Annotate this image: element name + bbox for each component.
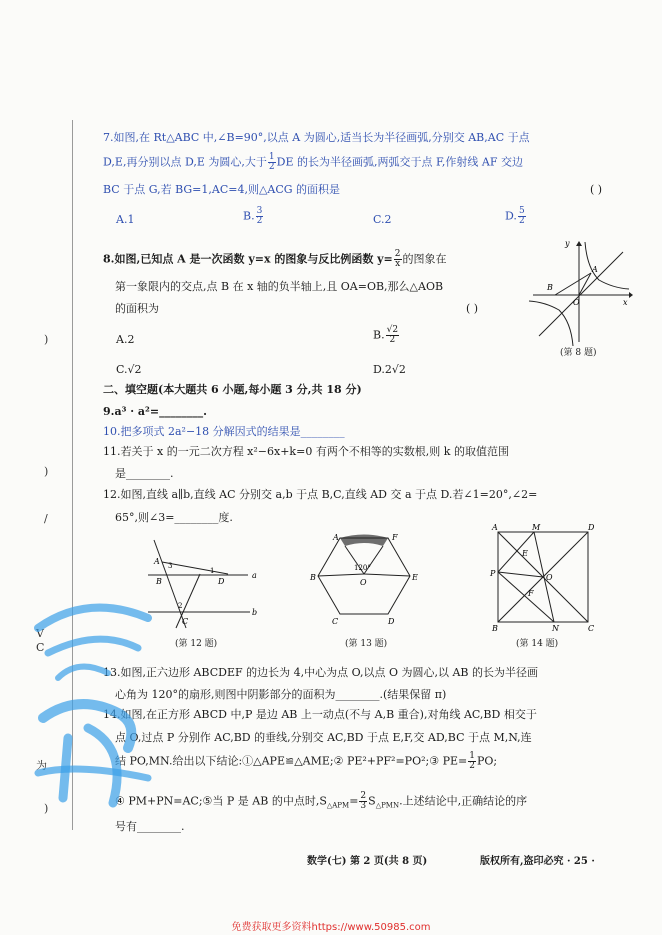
q8-line3: 的面积为 [115, 302, 159, 315]
margin-mark: 为 [36, 759, 47, 772]
q7-option-d: D. $\frac{5}{2}$ [505, 206, 525, 226]
q9: 9.a³ · a²=________. [103, 405, 207, 418]
margin-mark: ) [44, 465, 49, 478]
q14-line1: 14.如图,在正方形 ABCD 中,P 是边 AB 上一动点(不与 A,B 重合),对角线 AC,BD 相交于 [103, 708, 537, 721]
q14-fig-label-f: F [528, 589, 534, 598]
margin-mark: / [44, 512, 48, 525]
q13-fig-label-f: F [392, 533, 398, 542]
q8-fig-label-a: A [592, 265, 598, 274]
q14-line3: 结 PO,MN.给出以下结论:①△APE≌△AME;② PE²+PF²=PO²;③ PE= $\frac{1}{2}$ PO; [115, 751, 498, 771]
q7-line3: BC 于点 G,若 BG=1,AC=4,则△ACG 的面积是 [103, 183, 341, 196]
q7-option-b: B. $\frac{3}{2}$ [243, 206, 263, 226]
q14-fig-label-e: E [522, 549, 528, 558]
q14-figure [488, 524, 598, 632]
q13-fig-label-angle: 120° [354, 564, 371, 572]
watermark-calligraphy [18, 598, 168, 818]
q12-fig-label-3: 3 [168, 562, 173, 570]
q8-caption: (第 8 题) [560, 348, 597, 358]
q8-option-d: D.2√2 [373, 363, 406, 376]
q13-fig-label-b: B [310, 573, 316, 582]
q10: 10.把多项式 2a²−18 分解因式的结果是________ [103, 425, 345, 438]
q8-fig-label-o: O [573, 298, 580, 307]
q11-line1: 11.若关于 x 的一元二次方程 x²−6x+k=0 有两个不相等的实数根,则 k 的取值范围 [103, 445, 509, 458]
q14-fig-label-d: D [588, 524, 595, 532]
q11-line2: 是________. [115, 467, 174, 480]
q8-answer-paren: ( ) [466, 302, 479, 315]
q14-caption: (第 14 题) [516, 639, 559, 649]
q13-line2: 心角为 120°的扇形,则图中阴影部分的面积为________.(结果保留 π) [115, 688, 447, 701]
q8-line1: 8.如图,已知点 A 是一次函数 y=x 的图象与反比例函数 y= $\frac{2}{x}$ 的图象在 [103, 249, 447, 269]
margin-mark: V [36, 627, 44, 640]
q12-line1: 12.如图,直线 a∥b,直线 AC 分别交 a,b 于点 B,C,直线 AD 交 a 于点 D.若∠1=20°,∠2= [103, 488, 538, 501]
q12-fig-label-a-line: a [252, 571, 257, 580]
q12-line2: 65°,则∠3=________度. [115, 511, 233, 524]
margin-mark: ) [44, 802, 49, 815]
q13-fig-label-d: D [388, 617, 395, 626]
q7-option-c: C.2 [373, 213, 392, 226]
q14-fig-label-n: N [552, 624, 559, 632]
q13-caption: (第 13 题) [345, 639, 388, 649]
q14-fig-label-a: A [492, 524, 498, 532]
q13-line1: 13.如图,正六边形 ABCDEF 的边长为 4,中心为点 O,以点 O 为圆心,以 AB 的长为半径画 [103, 666, 538, 679]
q13-fig-label-c: C [332, 617, 339, 626]
q8-option-a: A.2 [116, 333, 135, 346]
q7-option-a: A.1 [116, 213, 135, 226]
q14-line5: 号有________. [115, 820, 185, 833]
margin-mark: ) [44, 333, 49, 346]
q14-fig-label-o: O [546, 573, 553, 582]
footer-copyright: 版权所有,盗印必究 · 25 · [480, 856, 595, 867]
margin-mark: C [36, 641, 45, 654]
q8-fig-label-b: B [547, 283, 553, 292]
q13-figure [308, 528, 420, 628]
q12-fig-label-c: C [182, 617, 189, 626]
q12-caption: (第 12 题) [175, 639, 218, 649]
q14-line4: ④ PM+PN=AC;⑤当 P 是 AB 的中点时$,S_{\triangle APM}=$ $\frac{2}{3}$ $S_{\triangle PMN}$.上述结论中,正确结论的序 [115, 791, 528, 811]
q14-fig-label-p: P [490, 569, 496, 578]
q12-fig-label-b: B [156, 577, 162, 586]
q14-fig-label-c: C [588, 624, 595, 632]
q8-option-b: B. $\frac{√2}{2}$ [373, 325, 399, 345]
section2-heading: 二、填空题(本大题共 6 小题,每小题 3 分,共 18 分) [103, 383, 362, 396]
q12-fig-label-b-line: b [252, 608, 258, 617]
q8-fig-label-x: x [623, 298, 628, 307]
q7-line1: 7.如图,在 Rt△ABC 中,∠B=90°,以点 A 为圆心,适当长为半径画弧,分别交 AB,AC 于点 [103, 131, 530, 144]
q7-line2: D,E,再分别以点 D,E 为圆心,大于 $\frac{1}{2}$ DE 的长为半径画弧,两弧交于点 F,作射线 AF 交边 [103, 152, 523, 172]
q12-fig-label-1: 1 [210, 567, 215, 575]
q7-answer-paren: ( ) [590, 183, 603, 196]
q8-line2: 第一象限内的交点,点 B 在 x 轴的负半轴上,且 OA=OB,那么△AOB [115, 280, 444, 293]
watermark-url-link[interactable]: 免费获取更多资料https://www.50985.com [231, 922, 431, 933]
q13-fig-label-e: E [412, 573, 418, 582]
q8-fig-label-y: y [565, 239, 570, 248]
q8-figure [525, 238, 635, 348]
q13-fig-label-o: O [360, 578, 367, 587]
q12-fig-label-d: D [218, 577, 225, 586]
q13-fig-label-a: A [333, 533, 339, 542]
q12-fig-label-a: A [154, 557, 160, 566]
footer-page-info: 数学(七) 第 2 页(共 8 页) [307, 856, 428, 867]
q14-fig-label-b: B [492, 624, 498, 632]
q12-fig-label-2: 2 [178, 602, 183, 610]
q14-fig-label-m: M [532, 524, 541, 532]
q8-option-c: C.√2 [116, 363, 142, 376]
q14-line2: 点 O,过点 P 分别作 AC,BD 的垂线,分别交 AC,BD 于点 E,F,交 AD,BC 于点 M,N,连 [115, 731, 532, 744]
